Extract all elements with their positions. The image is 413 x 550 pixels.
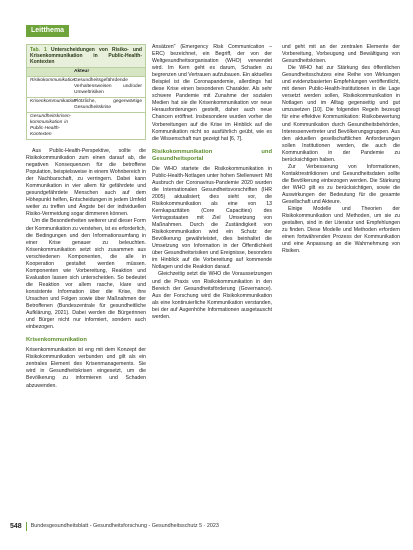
- body-paragraph: Einige Modelle und Theorien der Risikokommunikation und Methoden, um sie zu gestalten, sind in der Literatur und Empfehlungen zu finden. Diese Modelle und Methoden erfordern einen fortwährenden Prozess der Kommunikation und eine Anpassung an die Wahrnehmung von Risiken.: [282, 206, 400, 255]
- info-table: [26, 44, 146, 140]
- table-caption: [27, 45, 145, 67]
- table-header-cell: [27, 68, 71, 76]
- table-caption-label: Tab. 1: [30, 47, 47, 53]
- journal-citation: Bundesgesundheitsblatt - Gesundheitsforschung - Gesundheitsschutz 5 · 2023: [30, 523, 219, 529]
- column-1: [26, 44, 146, 390]
- footer-divider: [26, 522, 27, 531]
- page-number: 548: [10, 522, 22, 530]
- column-2: [152, 44, 272, 321]
- body-paragraph: Gleichzeitig setzt die WHO die Voraussetzungen und die Praxis von Risikokommunikation in den Bereich der Gesundheitsförderung (Governance). Aus der Forschung wird die Risikokommunikation als eine kontinuierliche Kommunikation verstanden, bei der auf Augenhöhe Informationen ausgetauscht werden.: [152, 271, 272, 320]
- section-heading: Krisenkommunikation: [26, 337, 87, 344]
- table-row: [27, 76, 145, 97]
- table-cell: Risikokommunikation: [30, 78, 76, 83]
- table-caption-text: Unterscheidungen von Risiko- und Krisenkommunikation in Public-Health-Kontexten: [30, 47, 142, 65]
- column-3: [282, 44, 400, 255]
- body-paragraph: Um die Besonderheiten weiterer und dieser Form der Kommunikation zu verstehen, ist es erforderlich, die Bedingungen und den Informationsumfang in einer Krise genauer zu beleuchten. Krisenkommunikation setzt sich zusammen aus verschiedenen Komponenten, die alle in Kooperation gestaltet werden müssen. Komponenten wie Vorbereitung, Reaktion und Evaluation lassen sich unterscheiden. So bedeutet die Reaktion vor allem rasche, klare und konsistente Information über die Krise, ihre Ursachen und Folgen sowie über Maßnahmen der Betroffenen (Bundeszentrale für gesundheitliche Aufklärung, 2021). Dabei werden die Bürgerinnen und Bürger nicht nur informiert, sondern auch einbezogen.: [26, 218, 146, 331]
- table-row: [27, 97, 145, 112]
- table-header-cell: Akteur: [74, 69, 90, 74]
- body-paragraph: Zur Verbesserung von Informationen, Kontaktrestriktionen und Gesundheitsdaten sollte die Bevölkerung einbezogen werden. Die Stärkung der WHO gilt es zu berücksichtigen, sowie die Auswirkungen der Bedeutung für die gesamte Gesellschaft und Akteure.: [282, 163, 400, 206]
- section-badge: Leitthema: [26, 25, 69, 37]
- table-cell: Krisenkommunikation: [30, 99, 76, 104]
- body-paragraph: Die WHO hat zur Stärkung des öffentlichen Gesundheitsschutzes eine Reihe von Wirkungen und evidenzbasierten Empfehlungen veröffentlicht, mit denen Public-Health-Institutionen in die Lage versetzt werden sollen, Risikokommunikation in Notlagen und im Alltag gegenseitig und gut umzusetzen [10]. Die folgenden Regeln bezeugt für eine effektive Kommunikation: Risikobewertung und Kommunikation durch Gesundheitsbehörden, Interessenvertreter und Bevölkerungsgruppen. Aus den aktuellen gesellschaftlichen Anforderungen sollen Institutionen werden, die auch die Kommunikation in der Pandemie zu berücksichtigen haben.: [282, 65, 400, 163]
- table-header-row: [27, 67, 145, 76]
- body-paragraph: Krisenkommunikation ist eng mit dem Konzept der Risikokommunikation verbunden und gilt als ein zentrales Element des Krisenmanagements. Sie wird in Gesundheitskrisen eingesetzt, um die Bevölkerung zu informieren und Schaden abzuwenden.: [26, 347, 146, 389]
- table-cell: Gesundheitskrisen-kommunikation in Public-Health-Kontexten: [30, 114, 72, 137]
- body-paragraph: und geht mit an der zentralen Elemente der Vorbereitung, Vorbeugung und Bewältigung von Gesundheitskrisen.: [282, 44, 400, 65]
- section-heading: Risikokommunikation und Gesundheitsportal: [152, 148, 272, 162]
- body-paragraph: Die WHO startete die Risikokommunikation in Public-Health-Notlagen unter hohen Stellenwert: Mit Ausbruch der Coronavirus-Pandemie 2020 wurden die Internationalen Gesundheitsvorschriften (IHR 2005) aktualisiert; dies sieht vor, die Risikokommunikation als eine von 13 Kernkapazitäten (Core Capacities) des Vertragsstaaten mit Ziel Umsetzung von Maßnahmen. Durch die Zuständigkeit von Risikokommunikation wird ein Schutz der Bevölkerung gewährleistet, dies beinhaltet die Umsetzung von Information in der Öffentlichkeit über Gesundheitsrisiken und Ereignisse, besonders im Hinblick auf die Vorbereitung auf kommende Notlagen und die Reaktion darauf.: [152, 165, 272, 271]
- body-paragraph: Ansätzen" (Emergency Risk Communication – ERC) bezeichnet, ein Begriff, der von der Weltgesundheitsorganisation (WHO) verwendet wird. Im Kern geht es darum, Schaden zu begrenzen und Vertrauen aufzubauen. Ein aktuelles Beispiel ist die Coronapandemie, allerdings hat diese Krise einen besonderen Charakter. Als sehr schwere Pandemie mit Zunahme der sozialen Medien hat sie die Krisenkommunikation vor neue Herausforderungen gestellt, daher auch neue Chancen eröffnet. Insbesondere wurden vorher die Vorbereitungen auf die Krise im Hinblick auf die Kommunikation nicht so ausführlich geübt, wie es die Wissenschaft nun gezeigt hat [6, 7].: [152, 44, 272, 142]
- table-row: [27, 112, 145, 139]
- table-cell: [71, 113, 145, 139]
- table-cell: Gesundheitsgefährdende Verhaltensweisen und/oder Umweltrisiken: [74, 78, 142, 95]
- page-footer: [10, 520, 403, 532]
- body-paragraph: Aus Public-Health-Perspektive, sollte die Risikokommunikation zum einen darauf ab, die negativen Konsequenzen für die betroffene Population, beispielsweise in einem Wohnbereich in der Nachbarschaft, zu verringern. Dabei kann Kommunikation in vier allem für gefährdete und gesundgefährdete Menschen auch auf dem Höhepunkt helfen, Entscheidungen in jedem Umfeld weiter zu treffen und Ängste bei der individuellen Risiko-Vermeidung sogar dimmeren können.: [26, 148, 146, 218]
- table-cell: Plötzliche, gegenwärtige Gesundheitskrise: [74, 99, 142, 110]
